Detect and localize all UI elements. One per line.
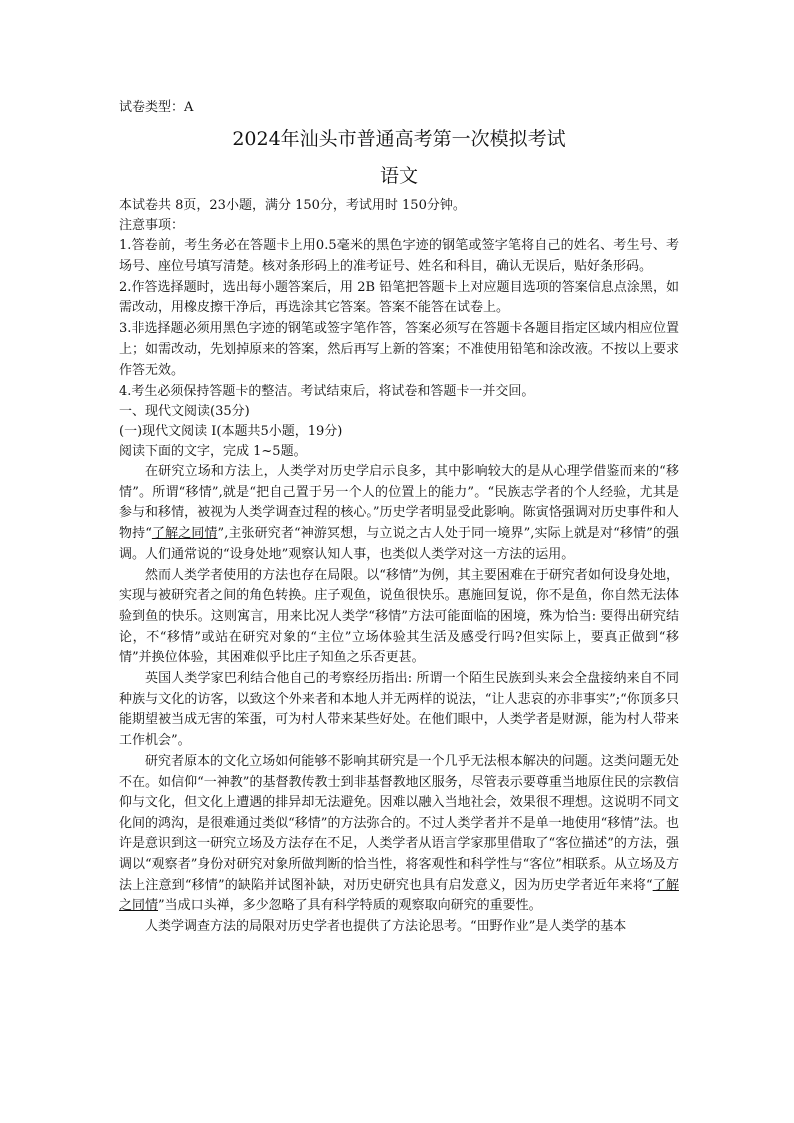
exam-summary: 本试卷共 8页，23小题，满分 150分，考试用时 150分钟。 <box>119 198 466 213</box>
section-subheading: (一)现代文阅读 I(本题共5小题，19分) <box>119 424 343 440</box>
reading-prompt: 阅读下面的文字，完成 1~5题。 <box>119 444 307 460</box>
underlined-phrase: 了解之同情 <box>151 526 218 542</box>
passage-text: 在研究立场和方法上，人类学对历史学启示良多，其中影响较大的是从心理学借鉴而来的“移情”。所谓“移情”,就是“把自己置于另一个人的位置上的能力”。“民族志学者的个人经验，尤其是参与和移情，被视为人类学调查过程的核心。”历史学者明显受此影响。陈寅恪强调对历史事件和人物持“ <box>119 464 679 542</box>
instruction-1: 1.答卷前，考生务必在答题卡上用0.5毫米的黑色字迹的钢笔或签字笔将自己的姓名、考生号、考场号、座位号填写清楚。核对条形码上的准考证号、姓名和科目，确认无误后，贴好条形码。 <box>119 238 679 274</box>
passage-paragraph-3: 英国人类学家巴利结合他自己的考察经历指出: 所谓一个陌生民族到头来会全盘接纳来自不同种族与文化的访客，以致这个外来者和本地人并无两样的说法，“让人悲哀的亦非事实”;“你顶多只能期望被当成无害的笨蛋，可为村人带来某些好处。在他们眼中，人类学者是财源，能为村人带来工作机会”。 <box>119 671 679 748</box>
instruction-4: 4.考生必须保持答题卡的整洁。考试结束后，将试卷和答题卡一并交回。 <box>119 383 535 399</box>
passage-paragraph-4 <box>119 752 679 917</box>
exam-body <box>119 196 679 938</box>
passage-text: ”,主张研究者“神游冥想，与立说之古人处于同一境界”,实际上就是对“移情”的强调。人们通常说的“设身处地”观察认知人事，也类似人类学对这一方法的运用。 <box>119 526 679 562</box>
passage-paragraph-1 <box>119 462 679 565</box>
instruction-3: 3.非选择题必须用黑色字迹的钢笔或签字笔作答，答案必须写在答题卡各题目指定区域内相应位置上；如需改动，先划掉原来的答案，然后再写上新的答案；不准使用铅笔和涂改液。不按以上要求作答无效。 <box>119 321 679 378</box>
passage-text: 研究者原本的文化立场如何能够不影响其研究是一个几乎无法根本解决的问题。这类问题无处不在。如信仰“一神教”的基督教传教士到非基督教地区服务，尽管表示要尊重当地原住民的宗教信仰与文化，但文化上遭遇的排异却无法避免。因难以融入当地社会，效果很不理想。这说明不同文化间的鸿沟，是很难通过类似“移情”的方法弥合的。不过人类学者并不是单一地使用“移情”法。也许是意识到这一研究立场及方法存在不足，人类学者从语言学家那里借取了“客位描述”的方法，强调以“观察者”身份对研究对象所做判断的恰当性，将客观性和科学性与“客位”相联系。从立场及方法上注意到“移情”的缺陷并试图补缺，对历史研究也具有启发意义，因为历史学者近年来将“ <box>119 754 679 893</box>
section-heading: 一、现代文阅读(35分) <box>119 404 250 420</box>
exam-type-label: 试卷类型：A <box>119 100 194 115</box>
underlined-phrase: 了解之同情 <box>119 877 679 914</box>
exam-page <box>119 98 679 938</box>
passage-text: ”当成口头禅，多少忽略了具有科学特质的观察取向研究的重要性。 <box>158 898 542 914</box>
exam-title: 2024年汕头市普通高考第一次模拟考试 <box>232 128 566 150</box>
passage-paragraph-2: 然而人类学者使用的方法也存在局限。以“移情”为例，其主要困难在于研究者如何设身处地，实现与被研究者之间的角色转换。庄子观鱼，说鱼很快乐。惠施回复说，你不是鱼，你自然无法体验到鱼的快乐。这则寓言，用来比况人类学“移情”方法可能面临的困境，殊为恰当: 要得出研究结论，不“移情”或站在研究对象的“主位”立场体验其生活及感受行吗?但实际上，要真正做到“移情”并换位体验，其困难似乎比庄子知鱼之乐否更甚。 <box>119 567 679 666</box>
passage-paragraph-5: 人类学调查方法的局限对历史学者也提供了方法论思考。“田野作业”是人类学的基本 <box>145 919 627 935</box>
instruction-2: 2.作答选择题时，选出每小题答案后，用 2B 铅笔把答题卡上对应题目选项的答案信息点涂黑，如需改动，用橡皮擦干净后，再选涂其它答案。答案不能答在试卷上。 <box>119 279 679 316</box>
subject-title: 语文 <box>379 165 418 187</box>
notice-heading: 注意事项： <box>119 218 185 233</box>
